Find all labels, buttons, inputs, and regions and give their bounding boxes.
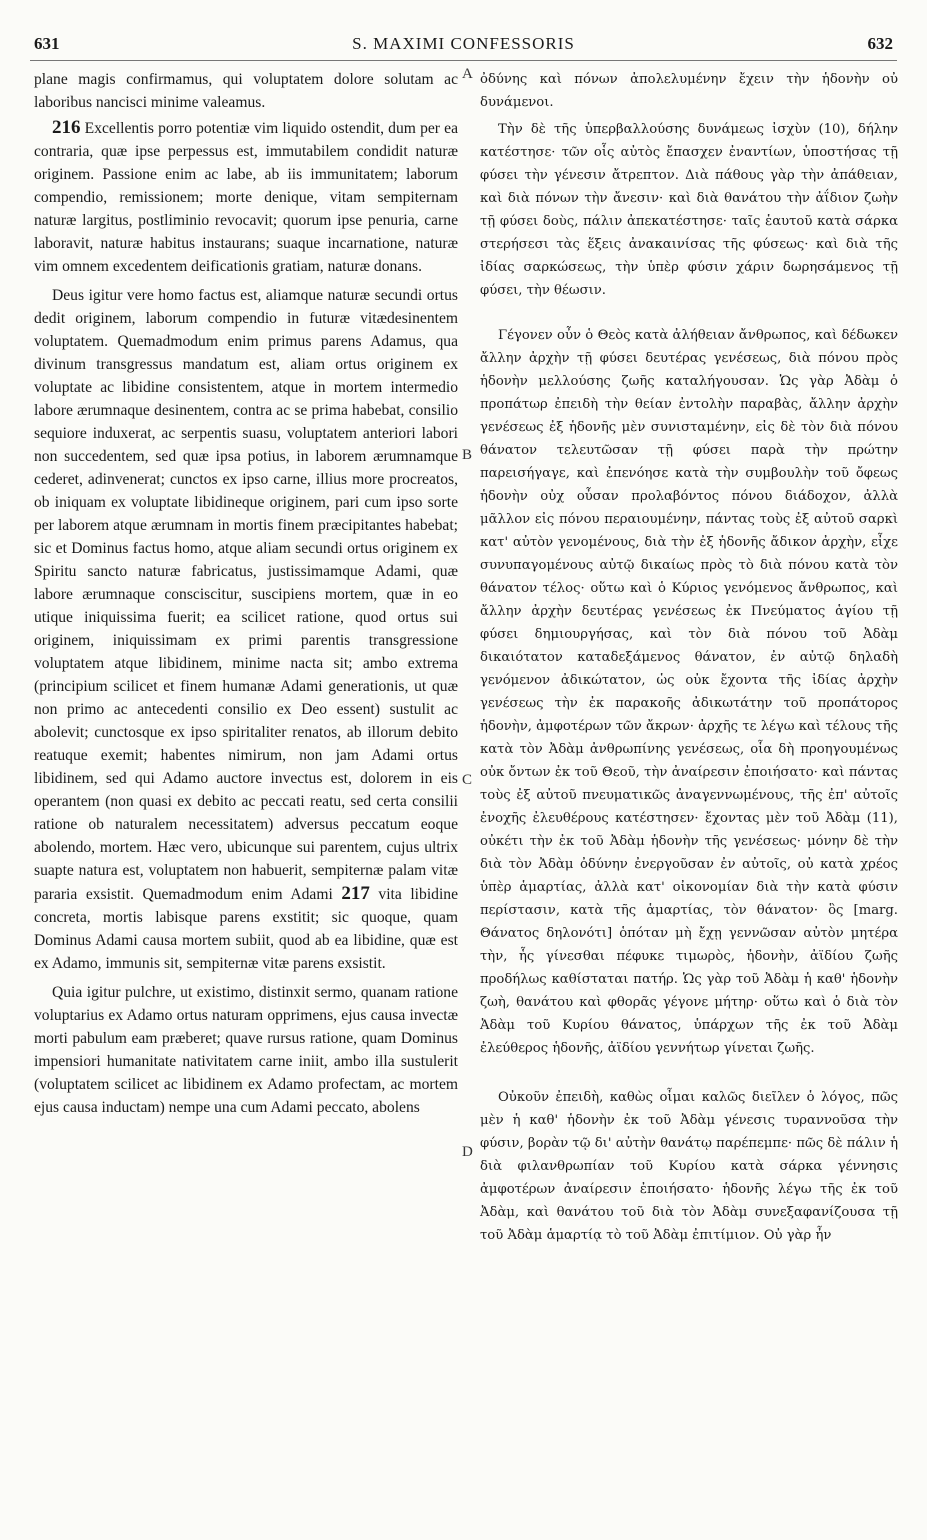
page-header [30,34,897,61]
greek-paragraph-1: ὀδύνης καὶ πόνων ἀπολελυμένην ἔχειν τὴν ἡδονὴν οὐ δυνάμενοι. [480,72,898,110]
latin-paragraph-2-text: Excellentis porro potentiæ vim liquido ostendit, dum per ea contraria, quæ ipse perpessus est, immutabilem condidit naturæ originem. Passione enim ac labe, ab iis immunitatem; laborum compendio, remissionem; morte denique, vitam sempiternam naturæ largitus, postliminio revocavit; quorum ipse penuria, carne laboravit, naturæ habitus instaurans; suaque incarnatione, naturæ vim omnem excedentem deificationis gratiam, naturæ donans. [34,120,458,275]
latin-paragraph-3-text-a: Deus igitur vere homo factus est, aliamque naturæ secundi ortus dedit originem, laborum compendio in futuræ vitædesinentem voluptatem. Quemadmodum enim primus parens Adamus, qua divinum transgressus mandatum est, aliam ortus originem ex voluptate ac libidine consistentem, atque in mortem intermedio labore ærumnaque desinentem, contra ac se prima habebat, consilio sequiore induxerat, ac serpentis suasu, voluptatem anteriori labori non succedentem, sed quæ ipsa potius, in laborem ærumnamque cederet, adinvenerat; cunctos ex ipso carne, illius more procreatos, ob iniquam ex voluptate libidineque originem, pari cum ipso sorte per laborem atque ærumnam in mortis finem præcipitantes habebat; sic et Dominus factus homo, atque aliam secundi ortus originem ex Spiritu sancto naturæ fabricatus, justissimamque Adami, quæ labore ærumnaque consciscitur, suscipiens mortem, quæ in eo utique iniquissima fuerit; ea scilicet ratione, quod ortus sui originem, iniquissimam ex primi parentis transgressione voluptatem atque libidinem, minime nacta sit; ambo extrema (principium scilicet et finem humanæ Adami generationis, ut quæ non primo ac antecedenti consilio ex Deo essent) sustulit ac abolevit; cunctosque ex ipso spiritaliter renatos, ab illorum debito reatuque exemit; habentes nimirum, non jam Adami ortus libidinem, sed qui Adamo auctore invectus est, dolorem in eis operantem (non quasi ex debito ac peccati reatu, sed certa consilii ratione ob naturalem necessitatem) adversus peccatum eoque abolendo, mortem. Hæc vero, ubicunque sui parentem, cujus ultrix suapte natura est, voluptatem non habuerit, sempiternæ palam vitæ pararia exsistit. Quemadmodum enim Adami [34,287,458,903]
page-number-right: 632 [867,34,893,53]
running-title: S. MAXIMI CONFESSORIS [352,34,575,53]
section-marker-a: A [462,66,473,82]
latin-paragraph-4: Quia igitur pulchre, ut existimo, distinxit sermo, quanam ratione voluptarius ex Adamo ortus naturam opprimens, ejus causa invectæ morti pabulum eam præberet; quave rursus ratione, quam Dominus impensiori humanitate nativitatem carne iniit, ambo illa sustulerit (voluptatem scilicet ac libidinem ex Adamo profectam, ac mortem ejus causa inductam) nempe una cum Adami peccato, abolens [34,984,458,1116]
section-marker-b: B [462,447,473,463]
greek-paragraph-4: Οὐκοῦν ἐπειδὴ, καθὼς οἶμαι καλῶς διεῖλεν ὁ λόγος, πῶς μὲν ἡ καθ' ἡδονὴν ἐκ τοῦ Ἀδὰμ γένεσις τυραννοῦσα τὴν φύσιν, βορὰν τῷ δι' αὐτὴν θανάτῳ παρέπεμπε· πῶς δὲ πάλιν ἡ διὰ φιλανθρωπίαν τοῦ Κυρίου κατὰ σάρκα γέννησις ἀμφοτέρων ἀναίρεσιν ἐποιήσατο· ἡδονῆς λέγω τῆς ἐκ τοῦ Ἀδὰμ, καὶ θανάτου τοῦ διὰ τὸν Ἀδὰμ συνεξαφανίζουσα τῇ τοῦ Ἀδὰμ ἁμαρτίᾳ τὸ τοῦ Ἀδὰμ ἐπιτίμιον. Οὐ γὰρ ἦν [480,1090,898,1243]
latin-paragraph-3 [34,284,458,975]
latin-paragraph-1: plane magis confirmamus, qui voluptatem dolore solutam ac laboribus nancisci minime valeamus. [34,71,458,111]
page-number-left: 631 [34,34,60,53]
greek-paragraph-3: Γέγονεν οὖν ὁ Θεὸς κατὰ ἀλήθειαν ἄνθρωπος, καὶ δέδωκεν ἄλλην ἀρχὴν τῇ φύσει δευτέρας γενέσεως, διὰ πόνου πρὸς ἡδονὴν μελλούσης ζωῆς καταλήγουσαν. Ὡς γὰρ Ἀδὰμ ὁ προπάτωρ ἐπειδὴ τὴν θείαν ἐντολὴν παραβὰς, ἄλλην ἀρχὴν γενέσεως ἐξ ἡδονῆς μὲν συνισταμένην, εἰς δὲ τὸν διὰ πόνου θάνατον τελευτῶσαν τῇ φύσει παρὰ τὴν πρώτην παρεισήγαγε, καὶ ἐπενόησε κατὰ τὴν συμβουλὴν τοῦ ὄφεως ἡδονὴν οὐχ οὖσαν προλαβόντος πόνου διάδοχον, ἀλλὰ μᾶλλον εἰς πόνου περαιουμένην, πάντας τοὺς ἐξ αὐτοῦ σαρκὶ κατ' αὐτὸν γενομένους, διὰ τὴν ἐξ ἡδονῆς ἄδικον ἀρχὴν, εἶχε συνυπαγομένους αὐτῷ δικαίως πρὸς τὸ διὰ πόνου κατὰ τὸν θάνατον τέλος· οὕτω καὶ ὁ Κύριος γενόμενος ἄνθρωπος, καὶ ἄλλην ἀρχὴν δευτέρας γενέσεως ἐκ Πνεύματος ἁγίου τῇ φύσει δημιουργήσας, καὶ τὸν διὰ πόνου τοῦ Ἀδὰμ δικαιότατον καταδεξάμενος θάνατον, ἐν αὐτῷ δηλαδὴ γενόμενον ἀδικώτατον, ὡς οὐκ ἔχοντα τῆς ἰδίας ἀρχὴν γενέσεως τὴν ἐκ παρακοῆς ἀδικωτάτην τοῦ προπάτορος ἡδονὴν, ἀμφοτέρων τῶν ἄκρων· ἀρχῆς τε λέγω καὶ τέλους τῆς κατὰ τὸν Ἀδὰμ ἀνθρωπίνης γενέσεως, οἷα δὴ προηγουμένως οὐκ ὄντων ἐκ τοῦ Θεοῦ, τὴν ἀναίρεσιν ἐποιήσατο· καὶ πάντας τοὺς ἐξ αὐτοῦ πνευματικῶς ἀναγεννωμένους, τῆς ἐπ' αὐτοῖς ἐνοχῆς ἐλευθέρους κατέστησεν· ἔχοντας μὲν τοῦ Ἀδὰμ (11), οὐκέτι τὴν ἐκ τοῦ Ἀδὰμ ἡδονὴν τῆς γενέσεως· μόνην δὲ τὴν διὰ τὸν Ἀδὰμ ὀδύνην ἐνεργοῦσαν ἐν αὐτοῖς, οὐ κατὰ χρέος ὑπὲρ ἁμαρτίας, ἀλλὰ κατ' οἰκονομίαν διὰ τὴν κατὰ φύσιν περίστασιν, κατὰ τῆς ἁμαρτίας, τὸν θάνατον· ὃς [marg. Θάνατος δηλονότι] ὁπόταν μὴ ἔχῃ γεννῶσαν αὐτὸν μητέρα τὴν, ἧς γίνεσθαι πέφυκε τιμωρὸς, ἡδονὴν, ἀϊδίου ζωῆς προδήλως καθίσταται πατήρ. Ὡς γὰρ τοῦ Ἀδὰμ ἡ καθ' ἡδονὴν ζωὴ, θανάτου καὶ φθορᾶς γέγονε μήτηρ· οὕτω καὶ ὁ διὰ τὸν Ἀδὰμ τοῦ Κυρίου θάνατος, ὑπάρχων τῆς ἐκ τοῦ Ἀδὰμ ἐλεύθερος ἡδονῆς, ἀϊδίου γεννήτωρ γίνεται ζωῆς. [480,328,898,1056]
latin-column [34,68,458,1119]
column-number-217: 217 [341,883,370,904]
latin-paragraph-2 [34,116,458,278]
latin-paragraph-3-text-b: vita libidine concreta, mortis labisque parens exstitit; sic quoque, quam Dominus Adami causa mortem subiit, quod ab ea libidine, quæ est ex Adamo, immunis sit, sempiternæ vitæ parens exsistit. [34,886,458,972]
greek-paragraph-2: Τὴν δὲ τῆς ὑπερβαλλούσης δυνάμεως ἰσχὺν (10), δήλην κατέστησε· τῶν οἷς αὐτὸς ἔπασχεν ἐναντίων, ὑποστήσας τῇ φύσει τὴν γένεσιν ἄτρεπτον. Διὰ πάθους γὰρ τὴν ἀπάθειαν, καὶ διὰ πόνων τὴν ἄνεσιν· καὶ διὰ θανάτου τὴν ἀΐδιον ζωὴν τῇ φύσει δοὺς, πάλιν ἀπεκατέστησε· ταῖς ἑαυτοῦ κατὰ σάρκα στερήσεσι τὰς ἕξεις ἀνακαινίσας τῆς φύσεως· καὶ διὰ τῆς ἰδίας σαρκώσεως, τὴν ὑπὲρ φύσιν χάριν δωρησάμενος τῇ φύσει, τὴν θέωσιν. [480,122,898,298]
greek-column [480,68,898,1247]
section-marker-c: C [462,772,473,788]
column-number-216: 216 [52,117,81,138]
section-marker-d: D [462,1144,473,1160]
